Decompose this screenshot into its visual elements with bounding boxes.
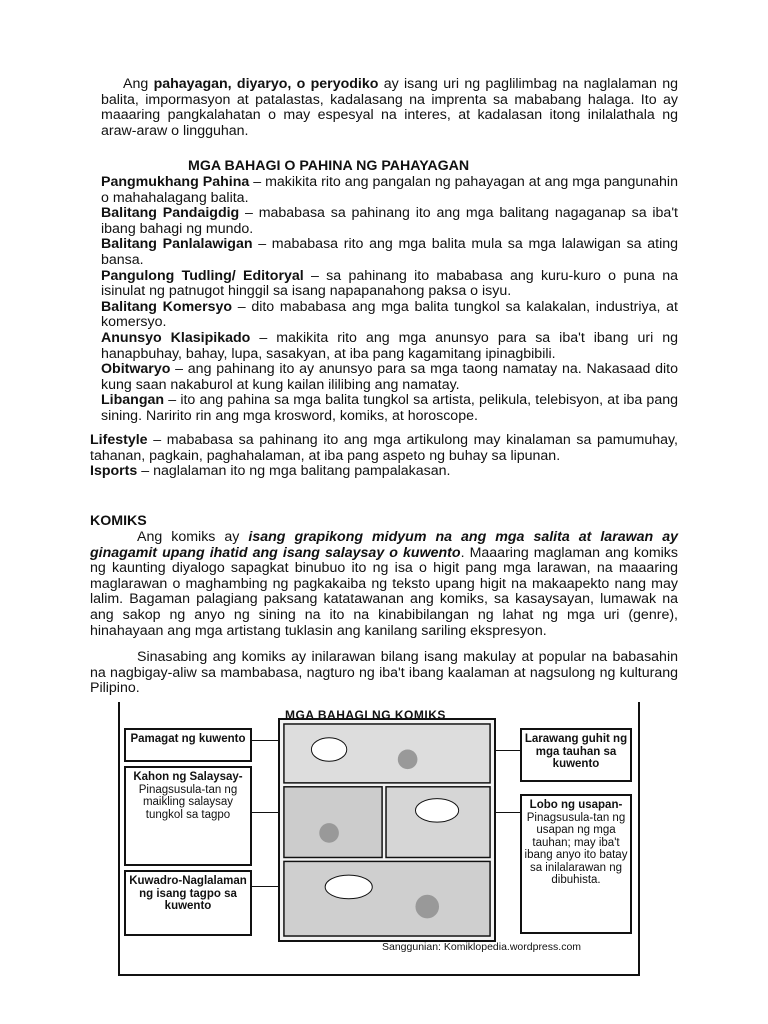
komiks-definition: isang grapikong midyum na ang mga salita at larawan ay ginagamit upang ihatid ang isang salaysay o kuwento — [90, 529, 678, 561]
section-item — [101, 362, 678, 393]
section-desc: – naglalaman ito ng mga balitang pampalakasan. — [137, 463, 451, 480]
komiks-paragraph-1 — [90, 530, 678, 639]
section-desc: – makikita rito ang mga anunsyo para sa iba't ibang uri ng hanapbuhay, bahay, lupa, sasakyan, at iba pang kagamitang ipinagbibili. — [101, 329, 679, 362]
figure-title: MGA BAHAGI NG KOMIKS — [285, 708, 446, 722]
section-item — [101, 206, 678, 237]
section-item — [101, 237, 678, 268]
section-item — [90, 433, 678, 464]
section-desc: – dito mababasa ang mga balita tungkol sa kalakalan, industriya, at komersyo. — [101, 298, 678, 331]
section-item — [101, 300, 678, 331]
arrow-pamagat — [252, 740, 278, 741]
intro-bold: pahayagan, diyaryo, o peryodiko — [153, 76, 379, 92]
section-desc: – sa pahinang ito mababasa ang kuru-kuro o puna na isinulat ng patnugot hinggil sa isang napapanahong paksa o isyu. — [101, 267, 678, 300]
newspaper-sections-list — [101, 175, 678, 425]
label-pamagat: Pamagat ng kuwento — [124, 728, 252, 762]
newspaper-sections-list-2 — [90, 433, 678, 480]
section-item — [101, 269, 678, 300]
komiks-heading: KOMIKS — [90, 513, 147, 529]
section-term: Anunsyo Klasipikado — [101, 329, 251, 346]
section-item — [101, 175, 678, 206]
figure-source: Sanggunian: Komiklopedia.wordpress.com — [382, 941, 582, 953]
label-kuwadro: Kuwadro-Naglalaman ng isang tagpo sa kuwento — [124, 870, 252, 936]
section-term: Pangulong Tudling/ Editoryal — [101, 267, 304, 284]
section-desc: – ito ang pahina sa mga balita tungkol sa artista, pelikula, telebisyon, at iba pang sining. Naririto rin ang mga krosword, komiks, at horoscope. — [101, 392, 678, 424]
label-larawang: Larawang guhit ng mga tauhan sa kuwento — [520, 728, 632, 782]
komiks-p1-a: Ang komiks ay — [137, 529, 249, 545]
section-term: Balitang Panlalawigan — [101, 236, 253, 253]
intro-paragraph — [101, 77, 678, 139]
section-item — [101, 331, 678, 362]
section-desc: – ang pahinang ito ay anunsyo para sa mga taong namatay na. Nakasaad dito kung saan nakaburol at kung kailan ililibing ang namatay. — [101, 361, 678, 393]
label-kahon: Kahon ng Salaysay- Pinagsusula-tan ng maikling salaysay tungkol sa tagpo — [124, 766, 252, 866]
komiks-paragraph-2: Sinasabing ang komiks ay inilarawan bilang isang makulay at popular na babasahin na nagbigay-aliw sa mambabasa, nagturo ng iba't ibang kaalaman at nagsulong ng kulturang Pilipino. — [90, 649, 678, 697]
section-term: Balitang Komersyo — [101, 298, 233, 315]
section-term: Libangan — [101, 392, 165, 409]
newspaper-parts-heading: MGA BAHAGI O PAHINA NG PAHAYAGAN — [188, 158, 470, 174]
section-term: Balitang Pandaigdig — [101, 205, 240, 222]
arrow-lobo — [496, 812, 520, 813]
label-lobo: Lobo ng usapan- Pinagsusula-tan ng usapan ng mga tauhan; may iba't ibang anyo ito batay sa inilalarawan ng dibuhista. — [520, 794, 632, 934]
komiks-p1-c: . Maaaring maglaman ang komiks ng kaunting diyalogo sapagkat binubuo ito ng isa o higit pang mga larawan, na maaaring maglarawan o maghambing ng pagkakaiba ng teksto upang higit na makaapekto nang may lalim. Bagaman palagiang paksang katatawanan ang komiks, sa kasaysayan, lumawak na ang sakop ng anyo ng sining na ito na kinabibilangan ng lahat ng mga uri (genre), hinahayaan ang mga artistang tuklasin ang kanilang sariling ekspresyon. — [90, 544, 678, 639]
section-term: Isports — [90, 463, 138, 480]
section-desc: – mababasa sa pahinang ito ang mga artikulong may kinalaman sa pamumuhay, tahanan, pagkain, paghahalaman, at iba pang aspeto ng buhay sa lipunan. — [90, 432, 678, 464]
section-term: Obitwaryo — [101, 361, 171, 378]
intro-text-2: ay isang uri ng paglilimbag na naglalaman ng balita, impormasyon at patalastas, kadalasang na imprenta sa mababang halaga. Ito ay maaaring pangkalahatan o may espesyal na interes, at kadalasan itong inilalathala ng araw-araw o lingguhan. — [101, 76, 679, 139]
arrow-larawang — [496, 750, 520, 751]
section-item — [90, 464, 678, 480]
section-term: Pangmukhang Pahina — [101, 174, 250, 190]
komiks-parts-figure — [118, 702, 640, 976]
section-item — [101, 393, 678, 424]
arrow-kahon — [252, 812, 278, 813]
comic-page-illustration — [278, 718, 496, 942]
section-desc: – mababasa sa pahinang ito ang mga balitang nagaganap sa iba't ibang bahagi ng mundo. — [101, 205, 678, 237]
arrow-kuwadro — [252, 886, 278, 887]
section-term: Lifestyle — [90, 432, 148, 448]
section-desc: – mababasa rito ang mga balita mula sa mga lalawigan sa ating bansa. — [101, 236, 678, 268]
intro-text-1: Ang — [123, 76, 154, 92]
section-desc: – makikita rito ang pangalan ng pahayagan at ang mga pangunahin o mahahalagang balita. — [101, 174, 678, 206]
